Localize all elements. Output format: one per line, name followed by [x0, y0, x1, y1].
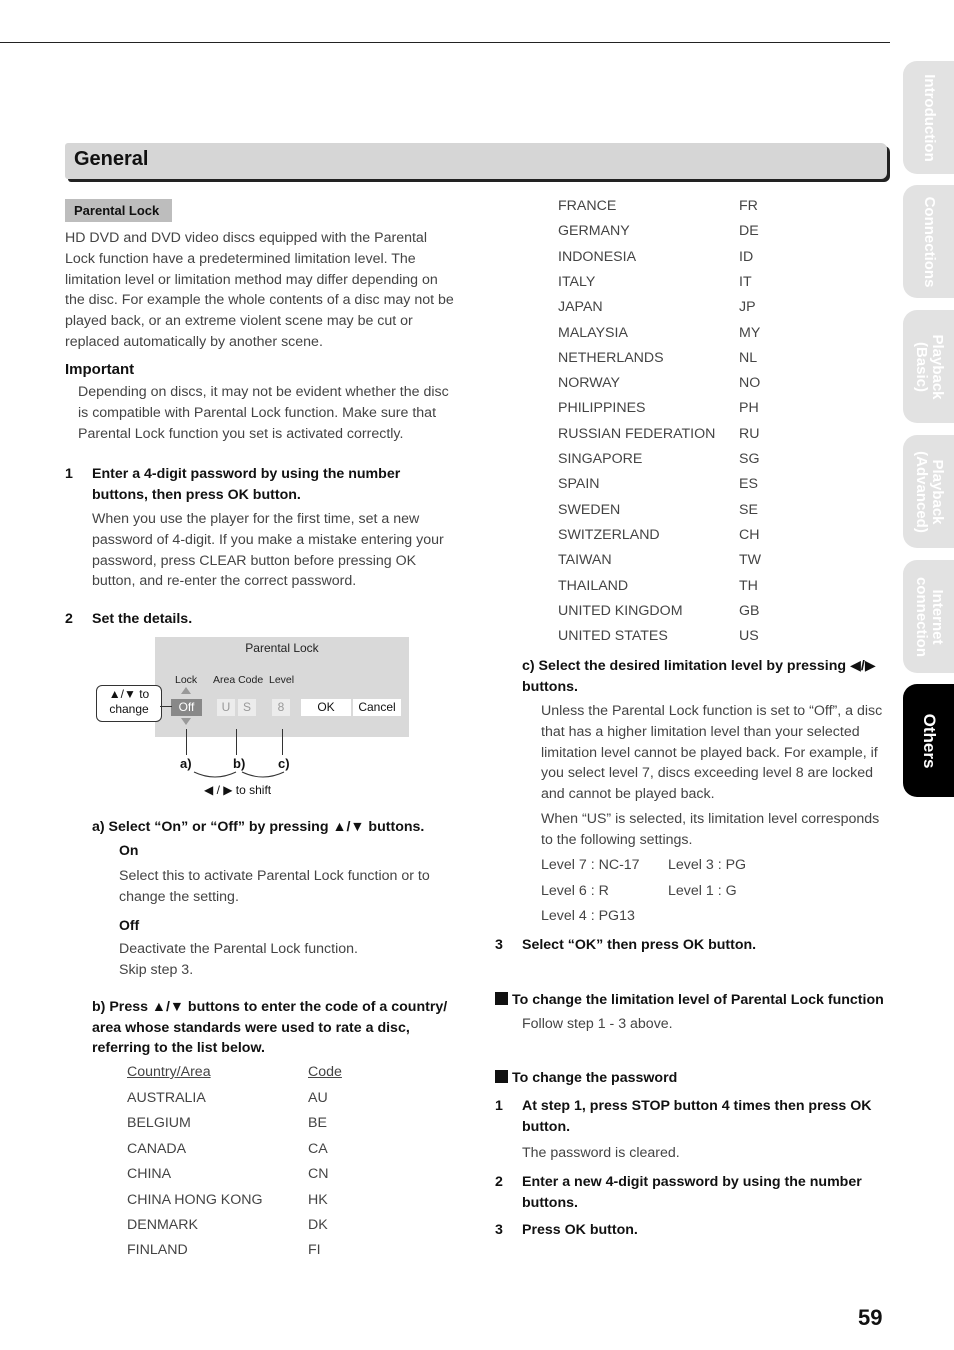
left-country-code: HK: [308, 1191, 328, 1208]
right-country-code: RU: [739, 425, 760, 442]
section-title: General: [74, 148, 149, 170]
sub-c-title: c) Select the desired limitation level by pressing ◀/▶ buttons.: [522, 658, 876, 695]
intro-paragraph: HD DVD and DVD video discs equipped with the Parental Lock function have a predetermined limitation level. The limitation level or limitation method may differ depending on the disc. For example the whole contents of a disc may not be played back, or an extreme violent scene may be cut or replaced automatically by another scene.: [65, 230, 454, 350]
tab-internet-line2: connection: [912, 576, 930, 657]
left-country-name: BELGIUM: [127, 1115, 191, 1132]
callout-connector: [160, 706, 172, 707]
top-rule: [0, 42, 890, 43]
pw-step1-text: The password is cleared.: [522, 1145, 680, 1161]
on-heading: On: [119, 842, 139, 858]
shift-arcs: [190, 770, 290, 782]
right-country-code: TH: [739, 577, 758, 594]
right-country-name: FRANCE: [558, 198, 617, 214]
left-country-code: DK: [308, 1217, 328, 1233]
screen-title: Parental Lock: [245, 641, 319, 655]
right-country-code: FR: [739, 198, 758, 214]
right-country-code: NL: [739, 349, 758, 366]
right-country-name: UNITED KINGDOM: [558, 602, 683, 619]
left-country-code: FI: [308, 1242, 321, 1259]
area-code-s-cell[interactable]: S: [238, 699, 256, 716]
right-country-code: CH: [739, 526, 760, 543]
square-bullet-icon: [495, 992, 508, 1005]
section-header: [65, 143, 887, 179]
off-text-2: Skip step 3.: [119, 962, 194, 978]
right-country-name: NORWAY: [558, 375, 621, 392]
col-area-code: Area Code: [213, 674, 264, 686]
off-heading: Off: [119, 917, 140, 933]
left-country-name: CHINA HONG KONG: [127, 1191, 263, 1208]
sub-a-title: a) Select “On” or “Off” by pressing ▲/▼ buttons.: [92, 819, 425, 835]
right-country-name: RUSSIAN FEDERATION: [558, 425, 716, 442]
tab-others-label: Others: [919, 713, 939, 768]
pw-step1-number: 1: [495, 1098, 503, 1114]
right-country-name: MALAYSIA: [558, 324, 628, 341]
tab-internet-line1: Internet: [928, 588, 946, 645]
pointer-c-line: [282, 729, 283, 755]
on-text: Select this to activate Parental Lock function or to change the setting.: [119, 868, 430, 905]
step3-number: 3: [495, 937, 503, 953]
change-password-heading-text: To change the password: [512, 1070, 678, 1086]
change-level-heading: [495, 990, 884, 1011]
change-password-heading: [495, 1068, 677, 1089]
tab-playback-basic-line2: (Basic): [912, 341, 930, 392]
badge-label: Parental Lock: [74, 203, 160, 218]
right-country-code: MY: [739, 324, 761, 341]
change-level-heading-text: To change the limitation level of Parental Lock function: [512, 992, 884, 1008]
square-bullet-icon: [495, 1070, 508, 1083]
left-country-name: FINLAND: [127, 1242, 188, 1259]
level-cell[interactable]: 8: [272, 699, 290, 716]
step1-text: When you use the player for the first time, set a new password of 4-digit. If you make a mistake entering your password, press CLEAR button before pressing OK button, and re-enter the correct password.: [92, 511, 444, 590]
right-country-code: ID: [739, 248, 754, 265]
tab-playback-basic-label: [913, 334, 945, 399]
up-triangle-icon: [181, 687, 191, 694]
pointer-a-line: [186, 729, 187, 755]
left-country-name: CHINA: [127, 1166, 172, 1183]
right-country-code: NO: [739, 375, 761, 392]
step2-title: Set the details.: [92, 611, 193, 627]
right-country-name: SWITZERLAND: [558, 526, 660, 543]
off-text-1: Deactivate the Parental Lock function.: [119, 941, 358, 957]
sub-c-text-1: Unless the Parental Lock function is set to “Off”, a disc that has a higher limitation level than your selected limitation level cannot be played back. For example, if you select level 7, discs exceeding level 8 are locked and cannot be played back.: [541, 703, 883, 803]
left-country-name: DENMARK: [127, 1217, 198, 1233]
level-4: Level 4 : PG13: [541, 908, 635, 924]
level-7: Level 7 : NC-17: [541, 857, 640, 873]
sub-b-title: b) Press ▲/▼ buttons to enter the code of a country/ area whose standards were used to rate a disc, referring to the list below.: [92, 999, 448, 1056]
right-country-name: SINGAPORE: [558, 451, 643, 467]
left-country-code: CA: [308, 1140, 328, 1157]
left-country-name: CANADA: [127, 1140, 187, 1157]
right-country-name: SWEDEN: [558, 501, 621, 518]
right-country-name: UNITED STATES: [558, 628, 668, 645]
step1-title: Enter a 4-digit password by using the number buttons, then press OK button.: [92, 466, 401, 503]
label-a: a): [180, 756, 192, 771]
tab-playback-basic[interactable]: [903, 310, 954, 423]
tab-introduction-label: Introduction: [920, 73, 938, 162]
parental-lock-screen: [155, 637, 409, 737]
step3-title: Select “OK” then press OK button.: [522, 937, 757, 953]
label-b: b): [233, 756, 246, 771]
lock-off-cell[interactable]: Off: [171, 699, 202, 716]
shift-caption: ◀ / ▶ to shift: [204, 783, 272, 797]
right-country-code: PH: [739, 400, 759, 417]
pw-step1-title: At step 1, press STOP button 4 times then press OK button.: [522, 1098, 872, 1135]
tab-internet-connection-label: [913, 576, 945, 656]
step1-number: 1: [65, 466, 73, 482]
level-6: Level 6 : R: [541, 883, 609, 899]
col-lock: Lock: [175, 674, 198, 686]
ok-button[interactable]: OK: [301, 699, 351, 716]
down-triangle-icon: [181, 718, 191, 725]
right-country-code: ES: [739, 476, 758, 493]
right-country-name: THAILAND: [558, 577, 629, 594]
change-level-text: Follow step 1 - 3 above.: [522, 1016, 673, 1032]
parental-lock-badge: [65, 199, 172, 222]
tab-introduction[interactable]: [903, 61, 954, 174]
right-country-code: DE: [739, 223, 759, 240]
pw-step2-number: 2: [495, 1174, 503, 1190]
tab-connections-label: Connections: [920, 196, 938, 287]
important-heading: Important: [65, 361, 135, 378]
tab-playback-basic-line1: Playback: [928, 333, 946, 400]
right-country-code: SE: [739, 501, 758, 518]
step2-number: 2: [65, 611, 73, 627]
area-code-u-cell[interactable]: U: [217, 699, 235, 716]
code-header: Code: [308, 1064, 342, 1080]
pointer-b-line: [236, 729, 237, 755]
country-header: Country/Area: [127, 1064, 211, 1080]
right-country-code: TW: [739, 552, 762, 569]
tab-playback-advanced-line2: (Advanced): [912, 450, 930, 533]
right-country-name: NETHERLANDS: [558, 349, 664, 366]
right-country-code: GB: [739, 602, 760, 619]
right-country-code: US: [739, 628, 759, 645]
right-country-name: GERMANY: [558, 223, 630, 240]
tab-others[interactable]: [903, 684, 954, 797]
change-callout: ▲/▼ to change: [96, 685, 162, 722]
page-number: 59: [858, 1305, 883, 1330]
pw-step2-title: Enter a new 4-digit password by using the number buttons.: [522, 1174, 862, 1211]
tab-connections[interactable]: [903, 185, 954, 298]
sub-c-text-2: When “US” is selected, its limitation level corresponds to the following settings.: [541, 811, 880, 848]
right-country-name: PHILIPPINES: [558, 400, 646, 417]
right-country-name: ITALY: [558, 273, 596, 290]
pw-step3-number: 3: [495, 1222, 503, 1238]
cancel-button[interactable]: Cancel: [353, 699, 401, 716]
tab-internet-connection[interactable]: [903, 560, 954, 673]
label-c: c): [278, 756, 290, 771]
level-3: Level 3 : PG: [668, 857, 747, 873]
level-1: Level 1 : G: [668, 883, 737, 899]
tab-playback-advanced-label: [913, 451, 945, 533]
right-country-code: JP: [739, 299, 756, 316]
left-country-code: CN: [308, 1166, 329, 1183]
right-country-code: IT: [739, 273, 752, 290]
important-text: Depending on discs, it may not be evident whether the disc is compatible with Parental Lock function. Make sure that Parental Lock function you set is activated correctly.: [78, 384, 449, 442]
pw-step3-title: Press OK button.: [522, 1222, 638, 1238]
right-country-name: INDONESIA: [558, 248, 637, 265]
right-country-name: TAIWAN: [558, 552, 612, 569]
left-country-code: AU: [308, 1090, 328, 1106]
left-country-name: AUSTRALIA: [127, 1090, 206, 1106]
tab-playback-advanced-line1: Playback: [928, 458, 946, 525]
right-country-name: JAPAN: [558, 299, 603, 316]
tab-playback-advanced[interactable]: [903, 435, 954, 548]
col-level: Level: [269, 674, 295, 686]
right-country-name: SPAIN: [558, 476, 600, 493]
right-country-code: SG: [739, 451, 760, 467]
left-country-code: BE: [308, 1115, 327, 1132]
